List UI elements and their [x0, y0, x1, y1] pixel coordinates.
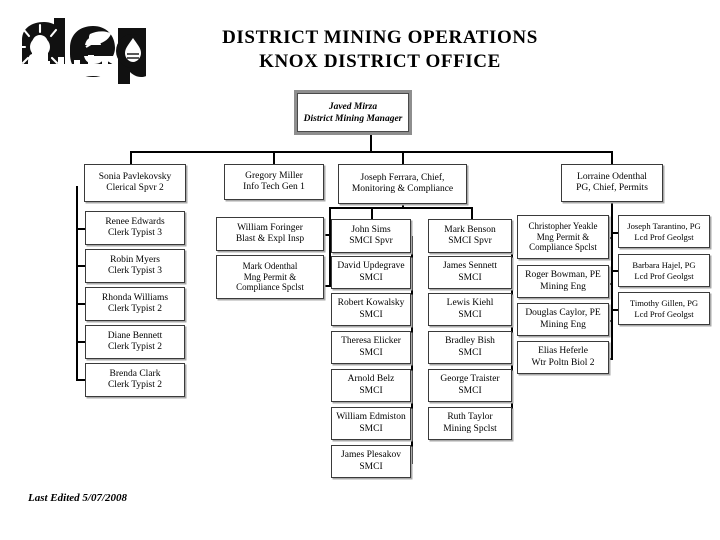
- node-role: SMCI Spvr: [349, 236, 393, 246]
- node-name: Bradley Bish: [445, 336, 495, 346]
- node-name: Mark Benson: [444, 224, 496, 235]
- node-name: Gregory Miller: [245, 170, 303, 181]
- node-role: Lcd Prof Geolgst: [634, 270, 694, 281]
- node-info-tech[interactable]: [224, 164, 324, 200]
- node-name: William Foringer: [237, 222, 303, 233]
- node-name: Theresa Elicker: [341, 336, 401, 346]
- node-role: Clerk Typist 2: [107, 380, 163, 390]
- node-smci-supervisor-sims[interactable]: [331, 219, 411, 253]
- node-clerk-typist-williams[interactable]: [85, 287, 185, 321]
- connector-spine-odenthal: [611, 200, 613, 360]
- node-role: SMCI: [458, 272, 482, 283]
- node-name: Timothy Gillen, PG: [629, 298, 699, 308]
- node-mng-permit-compliance-yeakle[interactable]: [517, 215, 609, 259]
- node-role: Mining Spclst: [443, 423, 497, 434]
- node-smci-elicker[interactable]: [331, 331, 411, 364]
- node-chief-permits[interactable]: [561, 164, 663, 202]
- node-role: SMCI Spvr: [448, 236, 492, 246]
- node-name: Lorraine Odenthal: [577, 171, 647, 182]
- node-mining-engineer-bowman[interactable]: [517, 265, 609, 298]
- node-geologist-hajel[interactable]: [618, 254, 710, 287]
- node-name: John Sims: [351, 224, 391, 235]
- node-name: Javed Mirza: [328, 101, 378, 112]
- node-role: Clerk Typist 2: [107, 304, 163, 314]
- node-role: SMCI: [359, 461, 383, 472]
- node-smci-belz[interactable]: [331, 369, 411, 402]
- connector-spine-pavlekovsky: [76, 186, 78, 381]
- connector-top-bus: [130, 151, 613, 153]
- node-role: Clerk Typist 2: [107, 342, 163, 352]
- node-geologist-tarantino[interactable]: [618, 215, 710, 248]
- connector-ferrara-bus: [329, 207, 473, 209]
- node-geologist-gillen[interactable]: [618, 292, 710, 325]
- node-name: Mark Odenthal: [242, 261, 298, 272]
- node-name: Arnold Belz: [347, 374, 395, 384]
- node-role: Clerical Spvr 2: [106, 183, 164, 193]
- node-smci-updegrave[interactable]: [331, 256, 411, 289]
- node-role: SMCI: [458, 309, 482, 320]
- node-mining-specialist-taylor[interactable]: [428, 407, 512, 440]
- connector-stub-williams: [76, 303, 85, 305]
- node-smci-kowalsky[interactable]: [331, 293, 411, 326]
- node-role: SMCI: [359, 385, 383, 396]
- node-name: Brenda Clark: [109, 368, 161, 379]
- last-edited-label: Last Edited 5/07/2008: [28, 492, 127, 504]
- node-name: Christopher Yeakle: [528, 221, 598, 232]
- node-clerk-typist-myers[interactable]: [85, 249, 185, 283]
- node-district-mining-manager[interactable]: [294, 90, 412, 135]
- node-name: Robert Kowalsky: [337, 298, 405, 308]
- node-role: Mining Eng: [540, 281, 586, 292]
- node-role: Clerk Typist 3: [107, 266, 163, 276]
- node-smci-traister[interactable]: [428, 369, 512, 402]
- node-smci-kiehl[interactable]: [428, 293, 512, 326]
- node-smci-plesakov[interactable]: [331, 445, 411, 478]
- node-blast-expl-inspector[interactable]: [216, 217, 324, 251]
- node-role-line-2: Compliance Spclst: [236, 282, 304, 293]
- node-role: Wtr Poltn Biol 2: [531, 357, 595, 368]
- connector-drop-miller: [273, 151, 275, 165]
- node-role-line-2: Compliance Spclst: [529, 242, 597, 253]
- node-role: SMCI: [359, 309, 383, 320]
- node-mng-permit-compliance-odenthal[interactable]: [216, 255, 324, 299]
- node-name: Elias Heferle: [538, 346, 588, 356]
- node-name: Diane Bennett: [107, 330, 163, 341]
- node-role: PG, Chief, Permits: [576, 183, 648, 193]
- node-name: James Plesakov: [341, 450, 401, 460]
- title-line-2: KNOX DISTRICT OFFICE: [259, 51, 501, 72]
- connector-drop-odenthal: [611, 151, 613, 165]
- connector-drop-sims: [371, 207, 373, 219]
- node-role: Mining Eng: [540, 319, 586, 330]
- node-role-line-1: Mng Permit &: [243, 271, 297, 282]
- dep-logo: [14, 14, 146, 86]
- node-role: Clerk Typist 3: [107, 228, 163, 238]
- connector-drop-benson: [471, 207, 473, 219]
- node-name: Ruth Taylor: [447, 412, 493, 422]
- node-role: Lcd Prof Geolgst: [634, 308, 694, 319]
- connector-root-stem: [370, 135, 372, 152]
- node-clerk-typist-edwards[interactable]: [85, 211, 185, 245]
- connector-stub-myers: [76, 265, 85, 267]
- title-line-1: DISTRICT MINING OPERATIONS: [222, 27, 538, 48]
- node-name: George Traister: [440, 374, 500, 384]
- node-name: William Edmiston: [336, 412, 406, 422]
- node-name: Rhonda Williams: [101, 292, 169, 303]
- node-clerk-typist-clark[interactable]: [85, 363, 185, 397]
- node-role: SMCI: [359, 347, 383, 358]
- node-role: Blast & Expl Insp: [235, 234, 305, 244]
- node-clerk-typist-bennett[interactable]: [85, 325, 185, 359]
- node-role: SMCI: [359, 423, 383, 434]
- node-name: Joseph Tarantino, PG: [627, 221, 701, 231]
- connector-stub-clark: [76, 379, 85, 381]
- node-name: Barbara Hajel, PG: [632, 260, 696, 270]
- page-title: [170, 26, 590, 74]
- node-role: SMCI: [458, 347, 482, 358]
- node-role: SMCI: [458, 385, 482, 396]
- node-mining-engineer-caylor[interactable]: [517, 303, 609, 336]
- node-name: James Sennett: [442, 261, 498, 271]
- connector-drop-pavlekovsky: [130, 151, 132, 165]
- node-role: SMCI: [359, 272, 383, 283]
- connector-drop-ferrara: [402, 151, 404, 165]
- node-name: Lewis Kiehl: [446, 298, 494, 308]
- node-smci-sennett[interactable]: [428, 256, 512, 289]
- node-name: David Updegrave: [337, 261, 405, 271]
- node-role-line-1: Mng Permit &: [536, 231, 590, 242]
- node-name: Robin Myers: [110, 254, 160, 265]
- node-smci-bish[interactable]: [428, 331, 512, 364]
- connector-stub-edwards: [76, 228, 85, 230]
- node-clerical-supervisor[interactable]: [84, 164, 186, 202]
- node-chief-monitoring-compliance[interactable]: [338, 164, 467, 204]
- node-name: Sonia Pavlekovsky: [98, 171, 172, 182]
- node-role: Info Tech Gen 1: [243, 182, 305, 192]
- node-smci-supervisor-benson[interactable]: [428, 219, 512, 253]
- node-name: Douglas Caylor, PE: [525, 308, 601, 318]
- node-smci-edmiston[interactable]: [331, 407, 411, 440]
- node-name: Joseph Ferrara, Chief,: [360, 172, 445, 183]
- node-role: Monitoring & Compliance: [351, 184, 454, 194]
- connector-spine-sims: [411, 236, 413, 464]
- connector-stub-bennett: [76, 341, 85, 343]
- node-role: Lcd Prof Geolgst: [634, 231, 694, 242]
- node-name: Roger Bowman, PE: [525, 270, 601, 280]
- node-name: Renee Edwards: [105, 216, 165, 227]
- node-role: District Mining Manager: [303, 113, 403, 124]
- node-water-pollution-biologist-heferle[interactable]: [517, 341, 609, 374]
